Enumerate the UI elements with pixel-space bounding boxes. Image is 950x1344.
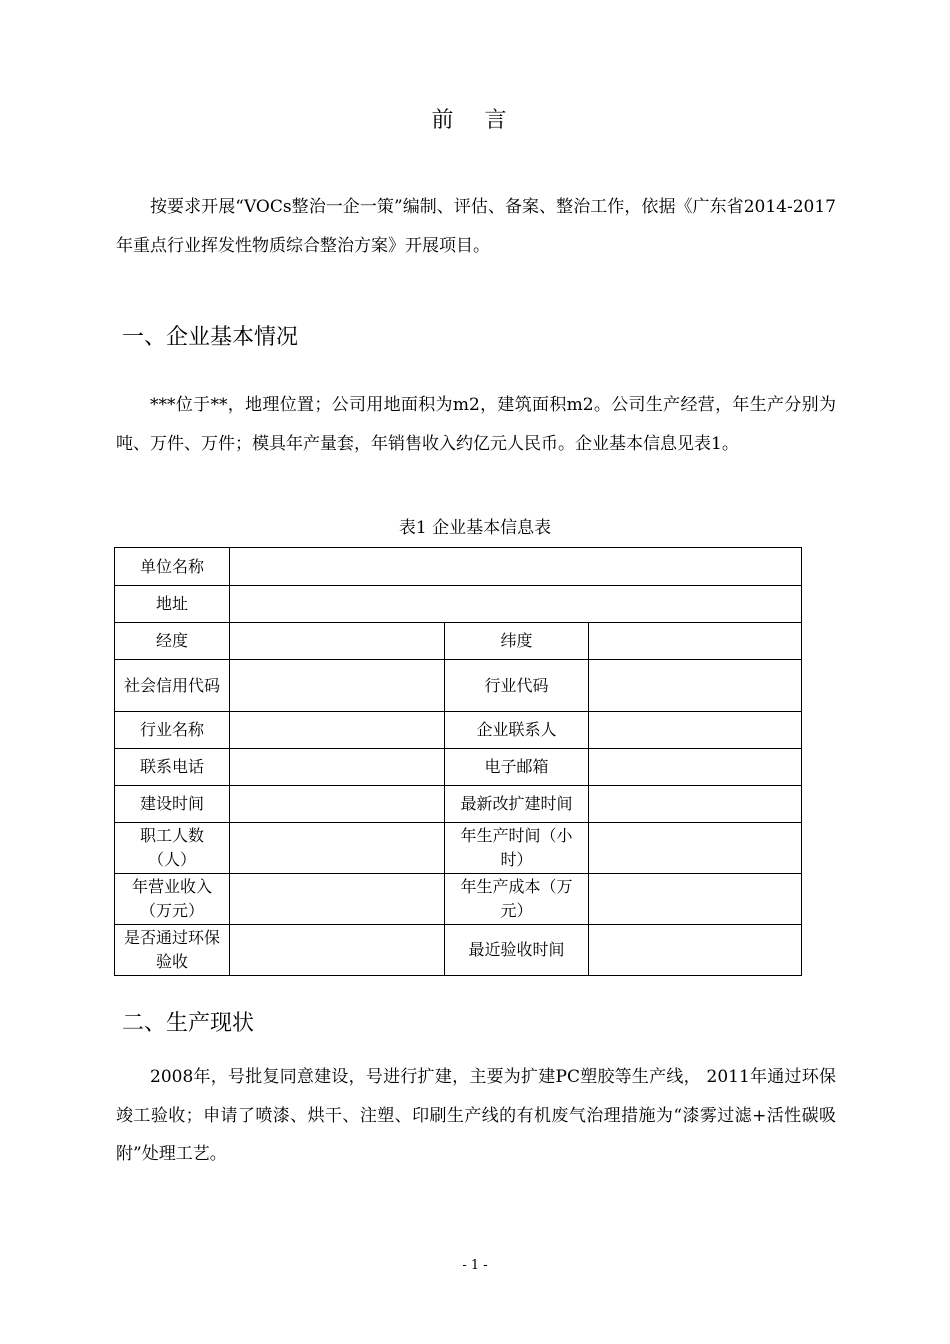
cell-label: 纬度 bbox=[445, 623, 589, 660]
cell-label: 电子邮箱 bbox=[445, 749, 589, 786]
cell-value bbox=[589, 749, 802, 786]
cell-label: 年生产成本（万元） bbox=[445, 874, 589, 925]
cell-value bbox=[589, 786, 802, 823]
table-row bbox=[115, 925, 802, 976]
cell-label: 职工人数（人） bbox=[115, 823, 230, 874]
cell-value bbox=[589, 623, 802, 660]
preface-paragraph: 按要求开展“VOCs整治一企一策”编制、评估、备案、整治工作，依据《广东省2014-2017年重点行业挥发性物质综合整治方案》开展项目。 bbox=[116, 197, 836, 256]
cell-label: 年营业收入（万元） bbox=[115, 874, 230, 925]
table-row bbox=[115, 786, 802, 823]
cell-value bbox=[589, 823, 802, 874]
cell-label: 地址 bbox=[115, 586, 230, 623]
table-row bbox=[115, 823, 802, 874]
table-row bbox=[115, 660, 802, 712]
table-row bbox=[115, 623, 802, 660]
page-number: - 1 - bbox=[462, 1258, 488, 1273]
table-caption: 表1 企业基本信息表 bbox=[398, 518, 552, 538]
cell-label: 联系电话 bbox=[115, 749, 230, 786]
table-row bbox=[115, 548, 802, 586]
section-2-heading: 二、生产现状 bbox=[122, 1011, 255, 1036]
cell-value bbox=[230, 623, 445, 660]
cell-label: 单位名称 bbox=[115, 548, 230, 586]
cell-label: 年生产时间（小时） bbox=[445, 823, 589, 874]
cell-value bbox=[589, 660, 802, 712]
cell-label: 企业联系人 bbox=[445, 712, 589, 749]
cell-value bbox=[230, 925, 445, 976]
cell-value bbox=[230, 548, 802, 586]
table-row bbox=[115, 874, 802, 925]
cell-value bbox=[589, 712, 802, 749]
section-1-paragraph: ***位于**，地理位置；公司用地面积为m2，建筑面积m2。公司生产经营，年生产分别为吨、万件、万件；模具年产量套，年销售收入约亿元人民币。企业基本信息见表1。 bbox=[116, 395, 836, 454]
section-1-heading: 一、企业基本情况 bbox=[122, 325, 299, 350]
table-row bbox=[115, 749, 802, 786]
table-row bbox=[115, 712, 802, 749]
cell-label: 社会信用代码 bbox=[115, 660, 230, 712]
cell-label: 最新改扩建时间 bbox=[445, 786, 589, 823]
company-info-table bbox=[114, 547, 802, 976]
cell-value bbox=[230, 712, 445, 749]
table-row bbox=[115, 586, 802, 623]
cell-value bbox=[230, 586, 802, 623]
cell-value bbox=[230, 786, 445, 823]
cell-value bbox=[230, 874, 445, 925]
cell-label: 建设时间 bbox=[115, 786, 230, 823]
cell-label: 行业代码 bbox=[445, 660, 589, 712]
cell-value bbox=[589, 925, 802, 976]
cell-label: 经度 bbox=[115, 623, 230, 660]
cell-label: 行业名称 bbox=[115, 712, 230, 749]
cell-value bbox=[589, 874, 802, 925]
cell-value bbox=[230, 749, 445, 786]
section-2-paragraph: 2008年，号批复同意建设，号进行扩建，主要为扩建PC塑胶等生产线， 2011年通过环保竣工验收；申请了喷漆、烘干、注塑、印刷生产线的有机废气治理措施为“漆雾过滤+活性碳吸附”处理工艺。 bbox=[116, 1067, 836, 1164]
cell-value bbox=[230, 823, 445, 874]
cell-label: 是否通过环保验收 bbox=[115, 925, 230, 976]
cell-label: 最近验收时间 bbox=[445, 925, 589, 976]
cell-value bbox=[230, 660, 445, 712]
page-title: 前 言 bbox=[431, 108, 519, 133]
